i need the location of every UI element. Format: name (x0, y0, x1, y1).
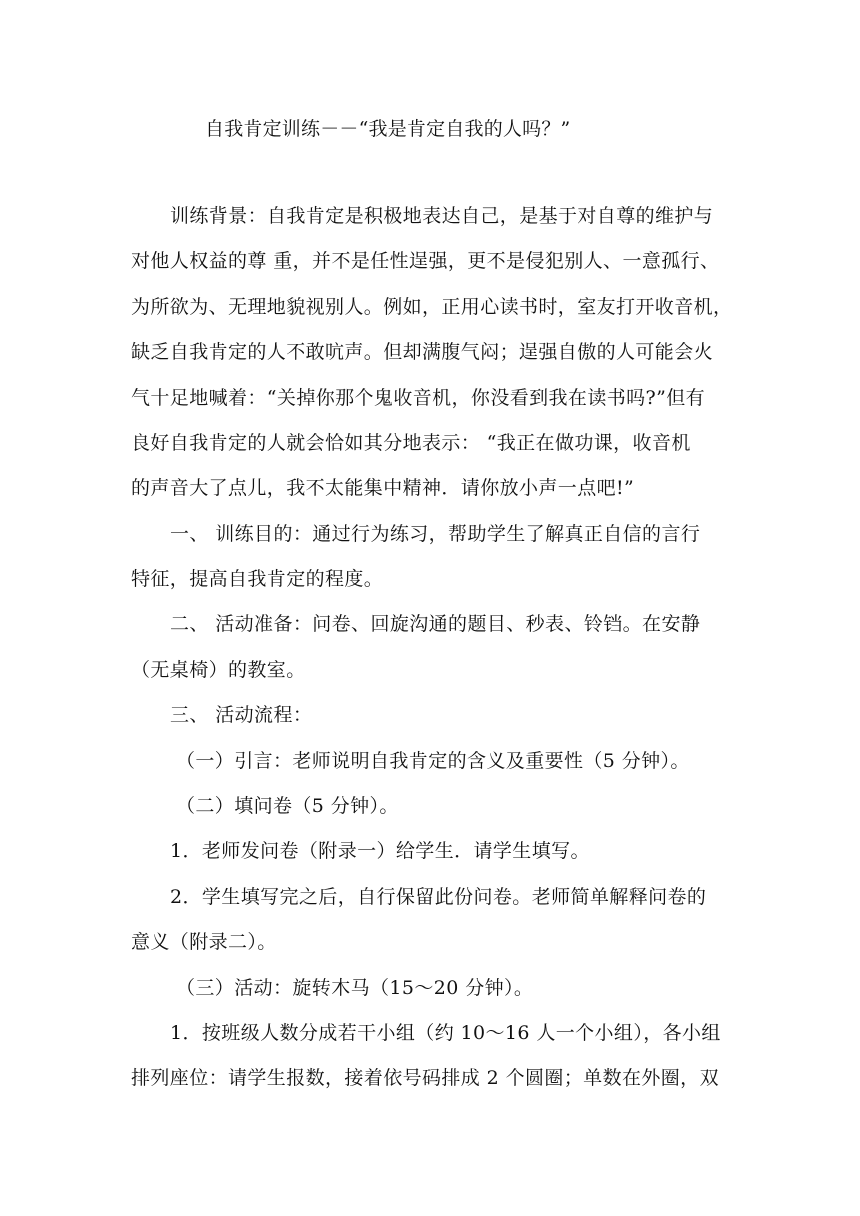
paragraph-line: 气十足地喊着：“关掉你那个鬼收音机，你没看到我在读书吗?”但有 (131, 387, 706, 409)
section-heading: 二、 活动准备：问卷、回旋沟通的题目、秒表、铃铛。在安静 (170, 613, 701, 635)
paragraph-line: 为所欲为、无理地貌视别人。例如，正用心读书时，室友打开收音机， (131, 296, 733, 318)
paragraph-line: 良好自我肯定的人就会恰如其分地表示： “我正在做功课，收音机 (131, 432, 691, 454)
subsection-heading: （二）填问卷（5 分钟）。 (176, 795, 399, 817)
paragraph-line: 意义（附录二）。 (131, 931, 277, 953)
paragraph-line: 排列座位：请学生报数，接着依号码排成 2 个圆圈；单数在外圈，双 (131, 1067, 719, 1089)
paragraph-line: 的声音大了点儿，我不太能集中精神．请你放小声一点吧!” (131, 477, 635, 499)
list-item: 2．学生填写完之后，自行保留此份问卷。老师简单解释问卷的 (170, 886, 707, 908)
paragraph-line: （无桌椅）的教室。 (131, 659, 306, 681)
subsection-heading: （三）活动：旋转木马（15～20 分钟）。 (176, 977, 534, 999)
document-title: 自我肯定训练－－“我是肯定自我的人吗？” (205, 118, 571, 140)
paragraph-line: 对他人权益的尊 重，并不是任性逞强，更不是侵犯别人、一意孤行、 (131, 250, 720, 272)
list-item: 1．老师发问卷（附录一）给学生．请学生填写。 (170, 840, 590, 862)
section-heading: 一、 训练目的：通过行为练习，帮助学生了解真正自信的言行 (170, 523, 701, 545)
list-item: 1．按班级人数分成若干小组（约 10～16 人一个小组），各小组 (170, 1022, 721, 1044)
paragraph-line: 缺乏自我肯定的人不敢吭声。但却满腹气闷；逞强自傲的人可能会火 (131, 341, 714, 363)
paragraph-line: 训练背景：自我肯定是积极地表达自己，是基于对自尊的维护与 (170, 205, 714, 227)
section-heading: 三、 活动流程： (170, 704, 313, 726)
subsection-heading: （一）引言：老师说明自我肯定的含义及重要性（5 分钟）。 (176, 750, 690, 772)
paragraph-line: 特征，提高自我肯定的程度。 (131, 568, 384, 590)
